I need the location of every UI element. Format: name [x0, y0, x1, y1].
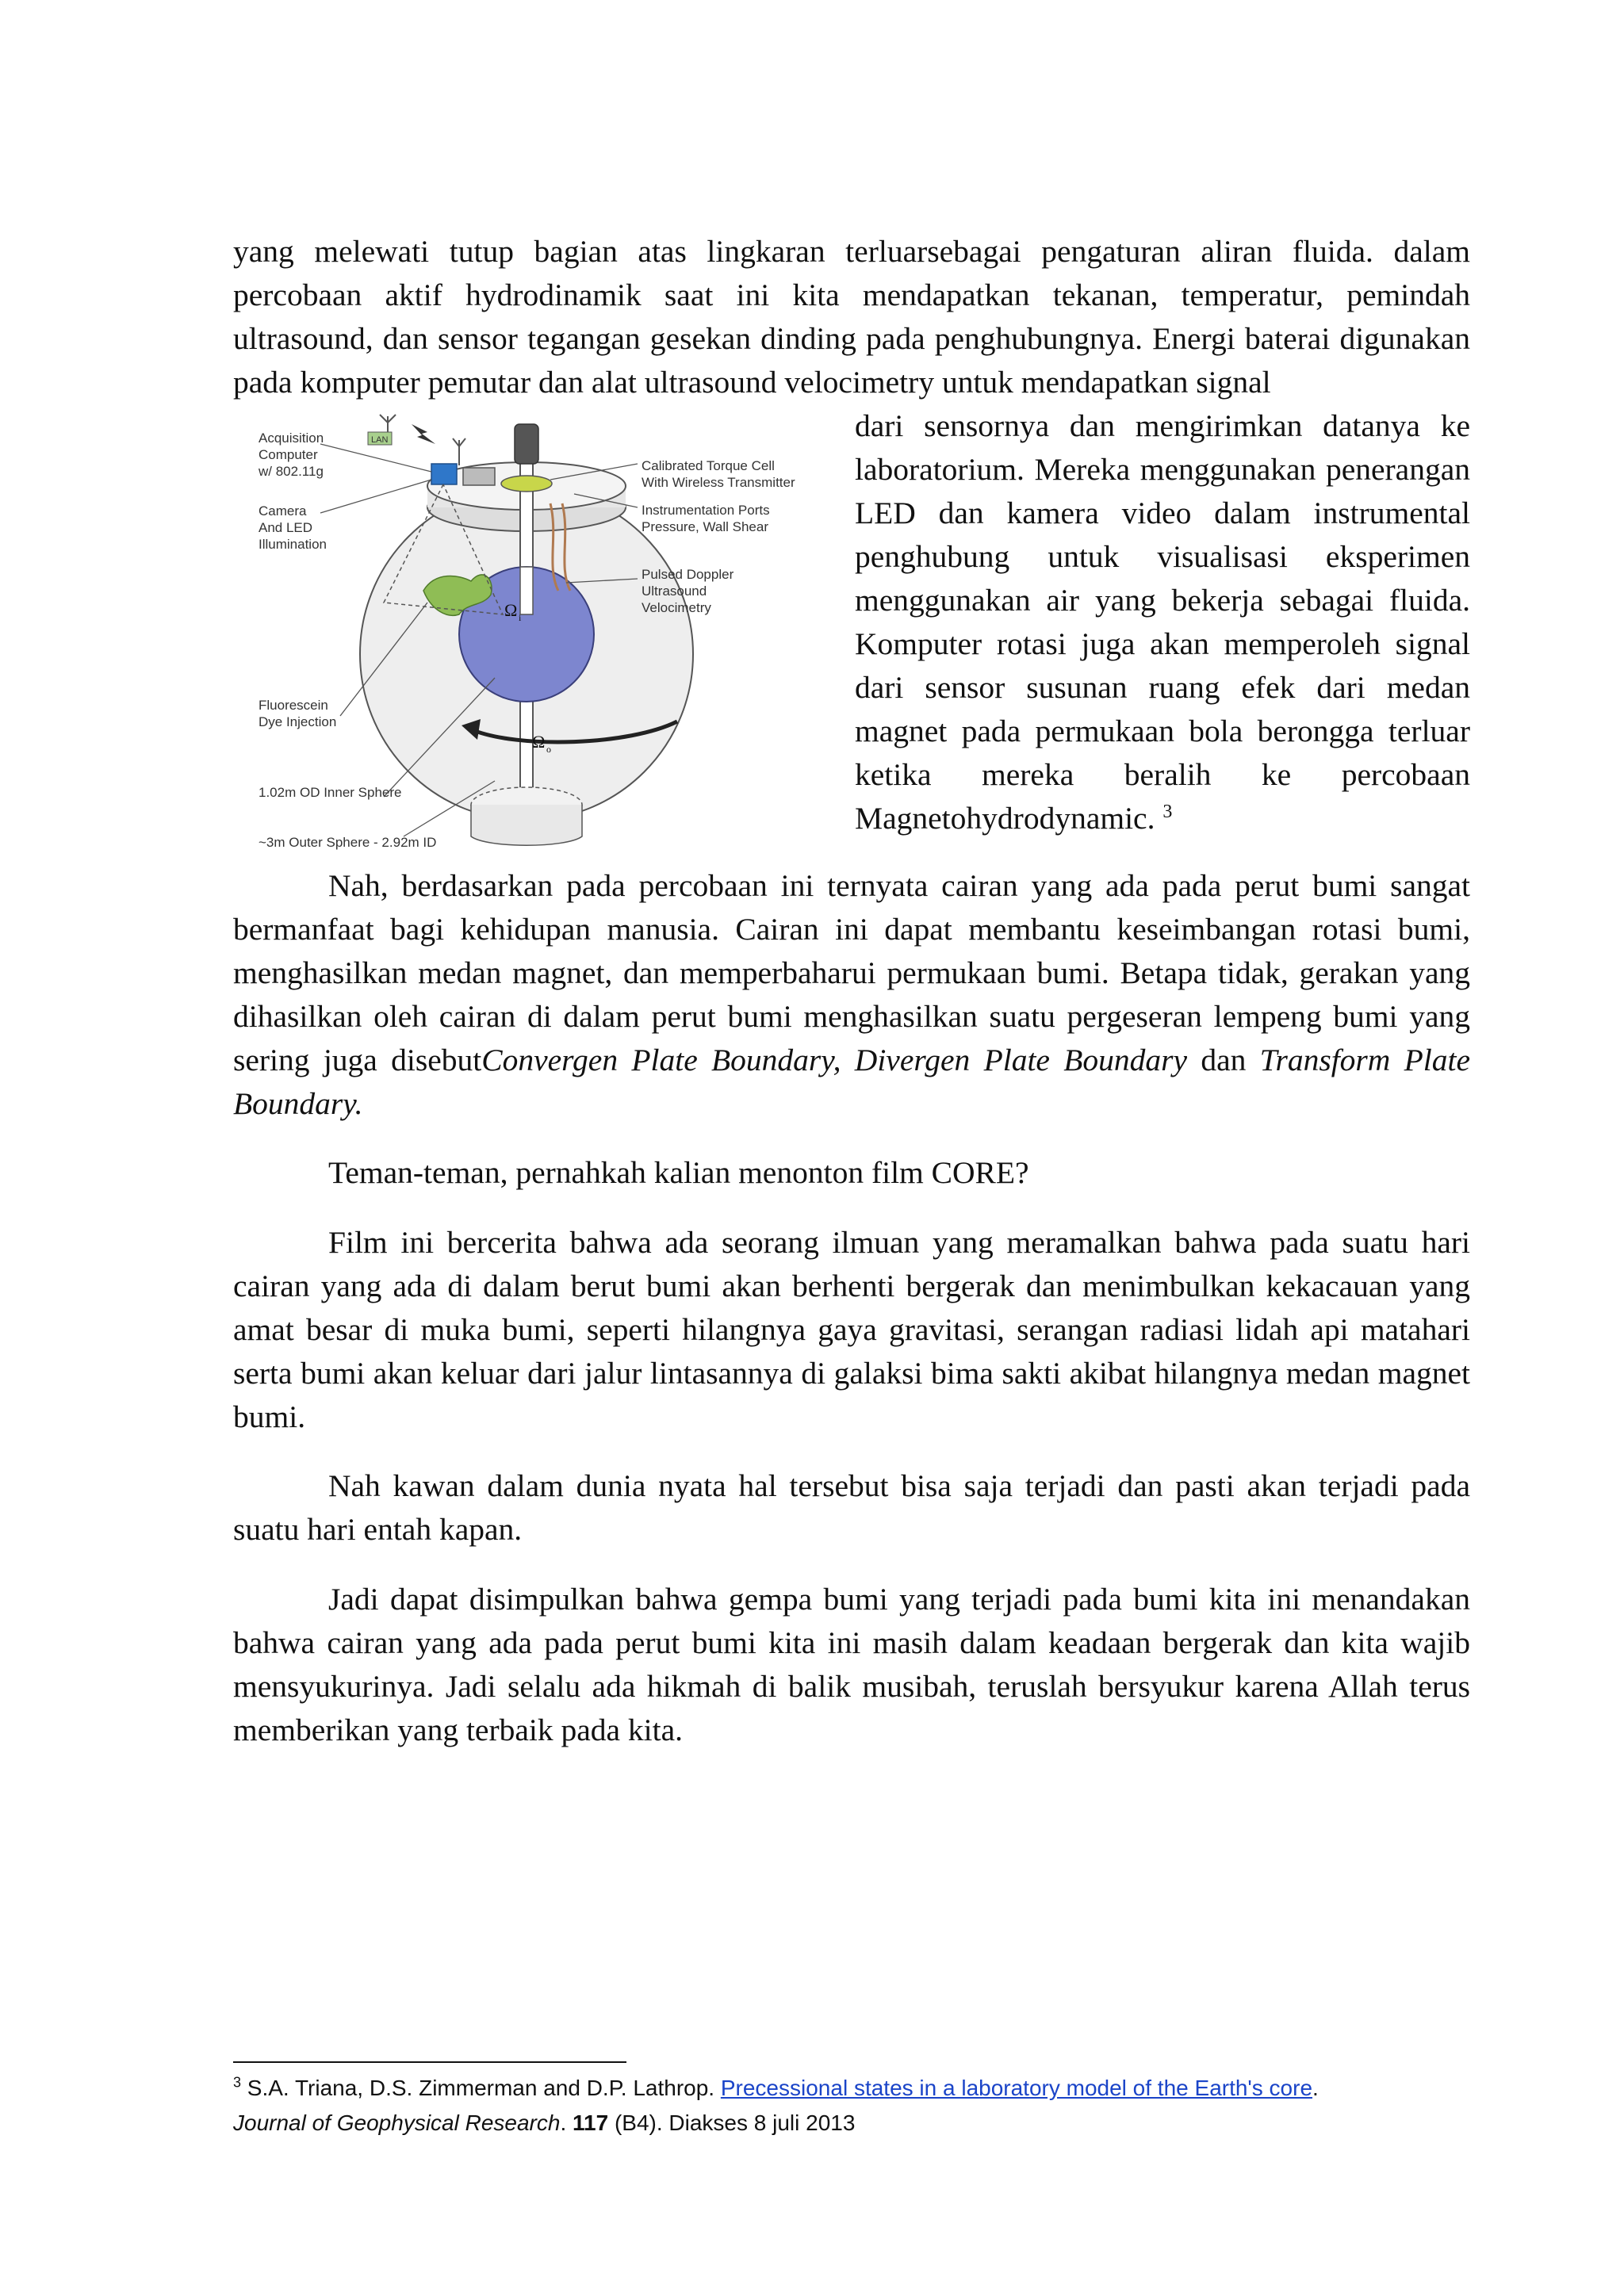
acquisition-label: Acquisition Computer w/ 802.11g: [259, 430, 324, 479]
footnote-link[interactable]: Precessional states in a laboratory model of the Earth's core: [720, 2076, 1313, 2100]
camera-label: Camera And LED Illumination: [259, 503, 327, 552]
experiment-figure: [233, 408, 820, 856]
paragraph-conclusion-experiment: Nah, berdasarkan pada percobaan ini ternyata cairan yang ada pada perut bumi sangat bermanfaat bagi kehidupan manusia. Cairan ini dapat membantu keseimbangan rotasi bumi, menghasilkan medan magnet, dan memperbaharui permukaan bumi. Betapa tidak, gerakan yang dihasilkan oleh cairan di dalam perut bumi menghasilkan suatu pergeseran lempeng bumi yang sering juga disebutConvergen Plate Boundary, Divergen Plate Boundary dan Transform Plate Boundary.: [233, 868, 1470, 1121]
instrumentation-ports-label: Instrumentation Ports Pressure, Wall Shear: [642, 503, 770, 534]
doppler-label: Pulsed Doppler Ultrasound Velocimetry: [642, 567, 734, 615]
paragraph-text: yang melewati tutup bagian atas lingkaran terluarsebagai pengaturan aliran fluida. dalam percobaan aktif hydrodinamik saat ini kita mendapatkan tekanan, temperatur, pemindah ultrasound, dan sensor tegangan gesekan dinding pada penghubungnya. Energi baterai digunakan pada komputer pemutar dan alat ultrasound velocimetry untuk mendapatkan signal: [233, 234, 1470, 400]
omega-inner-label: Ω: [504, 600, 518, 620]
paragraph-core-question: Teman-teman, pernahkah kalian menonton film CORE?: [328, 1155, 1029, 1190]
footnote-ref[interactable]: 3: [1162, 801, 1173, 822]
motor-shape: [515, 424, 538, 464]
svg-text:o: o: [546, 744, 551, 755]
footnote-divider: [233, 2061, 626, 2063]
sphere-apparatus-diagram: [233, 408, 820, 856]
paragraph-film-story: Film ini bercerita bahwa ada seorang ilmuan yang meramalkan bahwa pada suatu hari cairan yang ada di dalam berut bumi akan berhenti bergerak dan menimbulkan kekacauan yang amat besar di muka bumi, seperti hilangnya gaya gravitasi, serangan radiasi lidah api matahari serta bumi akan keluar dari jalur lintasannya di galaksi bima sakti akibat hilangnya medan magnet bumi.: [233, 1225, 1470, 1434]
fluorescein-label: Fluorescein Dye Injection: [259, 698, 337, 729]
camera-shape: [431, 464, 457, 484]
lan-label: LAN: [371, 435, 389, 445]
paragraph-beside-figure: [855, 404, 1470, 840]
paragraph-text: dari sensornya dan mengirimkan datanya ke laboratorium. Mereka menggunakan penerangan LED dan kamera video dalam instrumental penghubung untuk visualisasi eksperimen menggunakan air yang bekerja sebagai fluida. Komputer rotasi juga akan memperoleh signal dari sensor susunan ruang efek dari medan magnet pada permukaan bola berongga terluar ketika mereka beralih ke percobaan Magnetohydrodynamic.: [855, 408, 1470, 836]
paragraph-conclusion: Jadi dapat disimpulkan bahwa gempa bumi yang terjadi pada bumi kita ini menandakan bahwa cairan yang ada pada perut bumi kita ini masih dalam keadaan bergerak dan kita wajib mensyukurinya. Jadi selalu ada hikmah di balik musibah, teruslah bersyukur karena Allah terus memberikan yang terbaik pada kita.: [233, 1582, 1470, 1747]
paragraph-reality: Nah kawan dalam dunia nyata hal tersebut bisa saja terjadi dan pasti akan terjadi pada suatu hari entah kapan.: [233, 1468, 1470, 1547]
omega-outer-label: Ω: [532, 732, 546, 752]
torque-cell-label: Calibrated Torque Cell With Wireless Transmitter: [642, 458, 795, 490]
inner-sphere-label: 1.02m OD Inner Sphere: [259, 785, 402, 800]
svg-text:i: i: [519, 612, 522, 623]
outer-sphere-label: ~3m Outer Sphere - 2.92m ID: [259, 835, 437, 850]
paragraph-experiment-intro: [233, 230, 1470, 404]
footnote: $^3$ S.A. Triana, D.S. Zimmerman and D.P. Lathrop. Precessional states in a laboratory model of the Earth's core. Journal of Geophysical Research. 117 (B4). Diakses 8 juli 2013: [233, 2074, 1319, 2135]
computer-shape: [463, 468, 495, 485]
